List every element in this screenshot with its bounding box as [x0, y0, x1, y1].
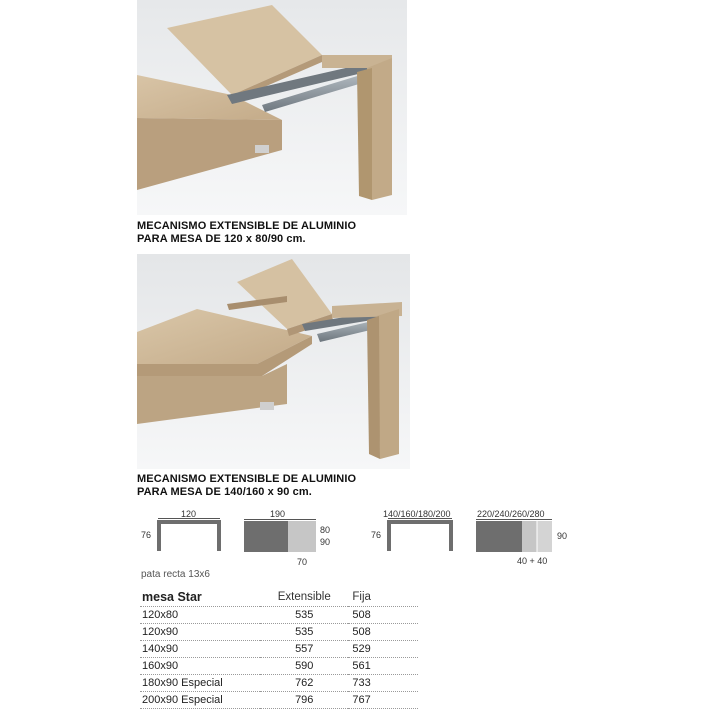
- caption-line: PARA MESA DE 120 x 80/90 cm.: [137, 233, 306, 245]
- price-table: [140, 588, 418, 709]
- cell-fija: 508: [348, 607, 418, 624]
- table-row: [140, 675, 418, 692]
- dimension-length: 190: [270, 509, 286, 519]
- top-view-drawing: [243, 519, 317, 553]
- table-header-row: [140, 588, 418, 607]
- caption-line: PARA MESA DE 140/160 x 90 cm.: [137, 486, 312, 498]
- header-fija: Fija: [348, 588, 418, 607]
- dimension-width: 120: [181, 509, 197, 519]
- cell-size: 120x80: [140, 607, 260, 624]
- caption-small-mechanism: [137, 220, 356, 246]
- header-extensible: Extensible: [260, 588, 348, 607]
- caption-line: MECANISMO EXTENSIBLE DE ALUMINIO: [137, 220, 357, 232]
- table-row: [140, 692, 418, 709]
- dimension-extension: 70: [297, 557, 308, 567]
- header-model: mesa Star: [140, 588, 260, 607]
- cell-fija: 561: [348, 658, 418, 675]
- front-view-drawing: [155, 518, 223, 552]
- cell-extensible: 762: [260, 675, 348, 692]
- caption-large-mechanism: [137, 473, 356, 499]
- cell-fija: 767: [348, 692, 418, 709]
- table-row: [140, 658, 418, 675]
- dimension-extension: 40 + 40: [517, 556, 548, 566]
- cell-size: 200x90 Especial: [140, 692, 260, 709]
- cell-fija: 529: [348, 641, 418, 658]
- leg-note: pata recta 13x6: [141, 569, 210, 580]
- cell-fija: 508: [348, 624, 418, 641]
- dimension-depth: 90: [557, 531, 568, 541]
- dimension-depth-b: 90: [320, 537, 331, 547]
- cell-size: 180x90 Especial: [140, 675, 260, 692]
- table-row: [140, 641, 418, 658]
- product-photo-large-table: [137, 254, 410, 469]
- dimension-height: 76: [371, 530, 382, 540]
- dimension-depth-a: 80: [320, 525, 331, 535]
- front-view-drawing: [385, 518, 455, 552]
- caption-line: MECANISMO EXTENSIBLE DE ALUMINIO: [137, 473, 357, 485]
- cell-extensible: 557: [260, 641, 348, 658]
- top-view-drawing: [475, 519, 553, 553]
- cell-size: 140x90: [140, 641, 260, 658]
- dimension-length: 220/240/260/280: [477, 509, 545, 519]
- cell-extensible: 590: [260, 658, 348, 675]
- cell-extensible: 796: [260, 692, 348, 709]
- product-photo-small-table: [137, 0, 407, 215]
- cell-size: 120x90: [140, 624, 260, 641]
- cell-extensible: 535: [260, 624, 348, 641]
- cell-extensible: 535: [260, 607, 348, 624]
- cell-size: 160x90: [140, 658, 260, 675]
- table-row: [140, 624, 418, 641]
- table-row: [140, 607, 418, 624]
- dimension-width: 140/160/180/200: [383, 509, 451, 519]
- cell-fija: 733: [348, 675, 418, 692]
- dimension-height: 76: [141, 530, 152, 540]
